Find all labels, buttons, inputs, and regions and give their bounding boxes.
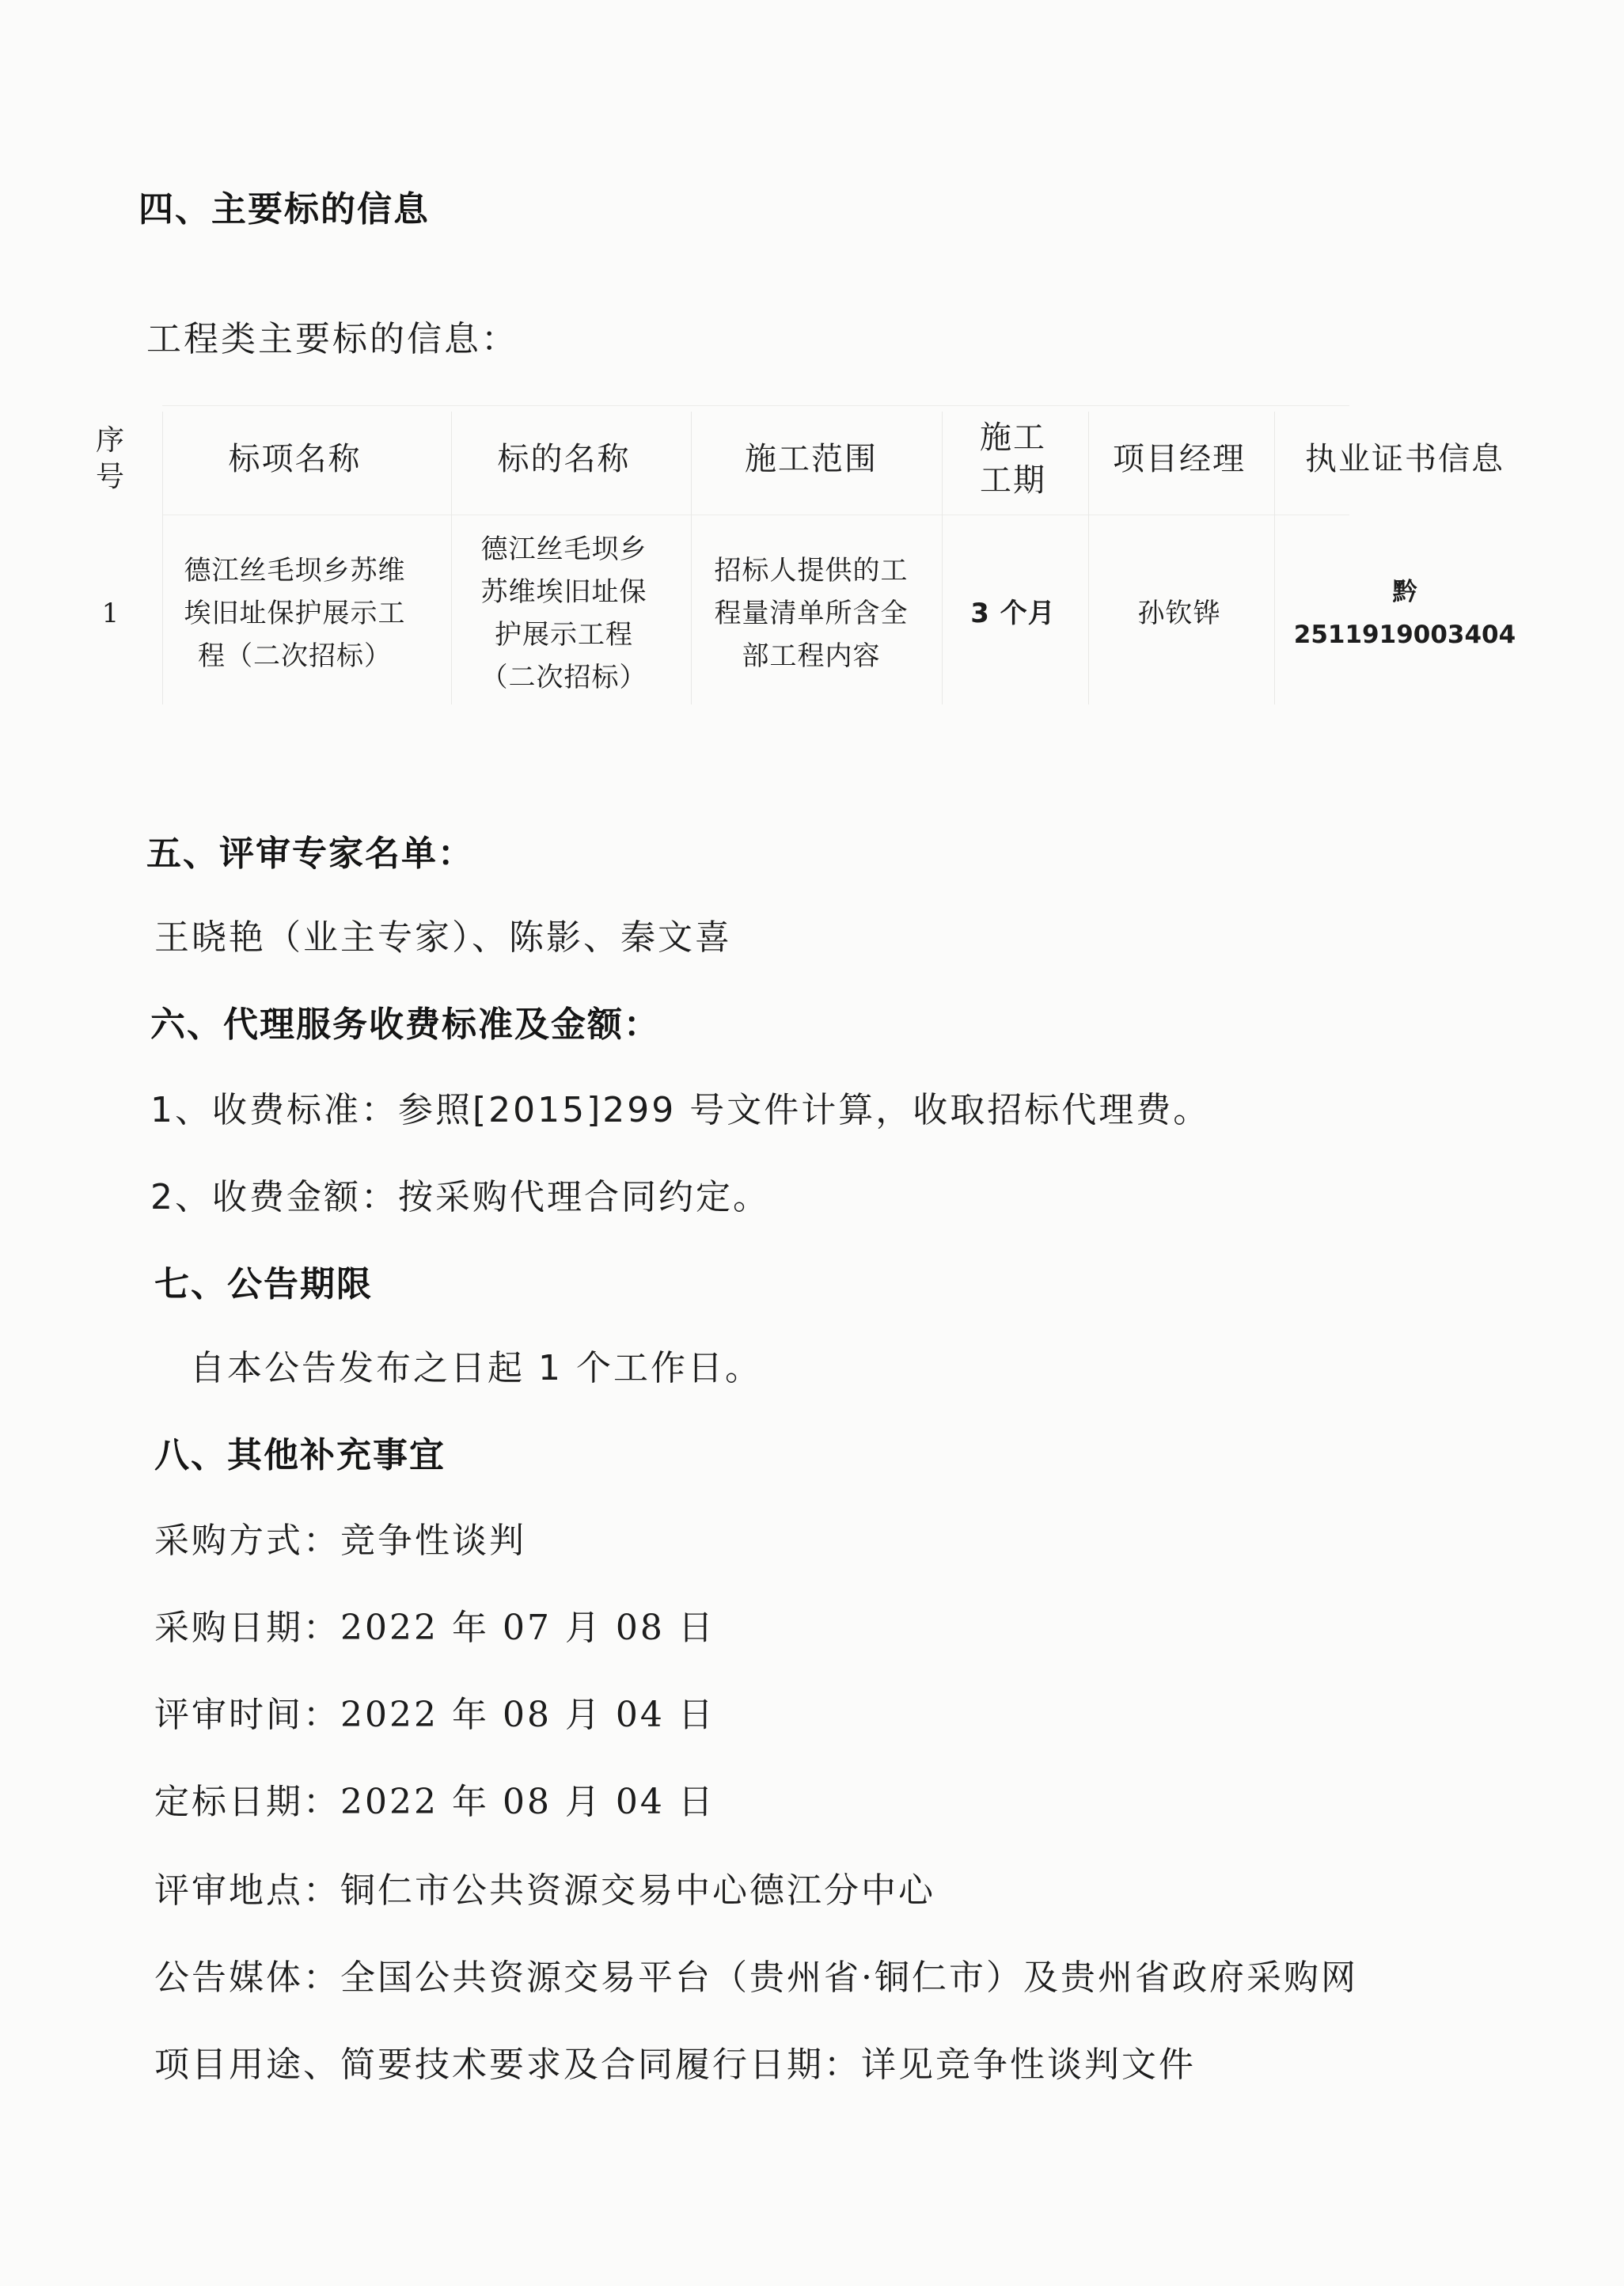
section-4-title: 四、主要标的信息	[138, 189, 430, 230]
table-col-license	[1278, 396, 1531, 712]
table-cell-scope: 招标人提供的工程量清单所含全部工程内容	[714, 555, 909, 672]
table-cell-item-name: 德江丝毛坝乡苏维埃旧址保护展示工程（二次招标）	[184, 555, 406, 672]
section-7-title: 七、公告期限	[154, 1264, 373, 1304]
purchase-date: 采购日期：2022 年 07 月 08 日	[154, 1608, 715, 1648]
fee-standard: 1、收费标准：参照[2015]299 号文件计算，收取招标代理费。	[150, 1090, 1211, 1130]
fee-amount: 2、收费金额：按采购代理合同约定。	[150, 1177, 770, 1217]
table-header-item-name: 标项名称	[228, 441, 362, 477]
table-cell-manager: 孙钦铧	[1137, 598, 1221, 629]
table-col-item-name	[174, 396, 415, 712]
review-time: 评审时间：2022 年 08 月 04 日	[154, 1695, 715, 1735]
table-cell-subject-name: 德江丝毛坝乡苏维埃旧址保护展示工程（二次招标）	[480, 534, 647, 693]
section-4-subtitle: 工程类主要标的信息：	[146, 319, 518, 359]
table-header-subject-name: 标的名称	[497, 441, 631, 477]
award-date: 定标日期：2022 年 08 月 04 日	[154, 1782, 715, 1822]
table-cell-duration: 3 个月	[970, 598, 1056, 629]
table-col-index	[83, 396, 138, 712]
expert-list: 王晓艳（业主专家）、陈影、秦文喜	[154, 917, 732, 958]
project-purpose: 项目用途、简要技术要求及合同履行日期：详见竞争性谈判文件	[154, 2045, 1196, 2085]
section-8-title: 八、其他补充事宜	[154, 1435, 446, 1475]
notice-period: 自本公告发布之日起 1 个工作日。	[190, 1348, 762, 1388]
table-col-scope	[704, 396, 918, 712]
table-col-manager	[1100, 396, 1258, 712]
purchase-method: 采购方式：竞争性谈判	[154, 1521, 526, 1561]
table-header-duration: 施工工期	[980, 420, 1046, 499]
table-cell-license: 黔 2511919003404	[1293, 578, 1516, 649]
section-5-title: 五、评审专家名单：	[146, 834, 474, 874]
main-subject-table	[83, 396, 1531, 712]
section-6-title: 六、代理服务收费标准及金额：	[150, 1004, 660, 1045]
table-header-scope: 施工范围	[745, 441, 878, 477]
table-cell-index: 1	[101, 598, 120, 629]
review-place: 评审地点：铜仁市公共资源交易中心德江分中心	[154, 1870, 935, 1911]
table-col-subject-name	[463, 396, 665, 712]
table-col-duration	[954, 396, 1072, 712]
notice-media: 公告媒体：全国公共资源交易平台（贵州省·铜仁市）及贵州省政府采购网	[154, 1958, 1358, 1998]
table-header-index: 序号	[95, 424, 126, 493]
table-header-license: 执业证书信息	[1305, 441, 1504, 477]
table-header-manager: 项目经理	[1113, 441, 1246, 477]
